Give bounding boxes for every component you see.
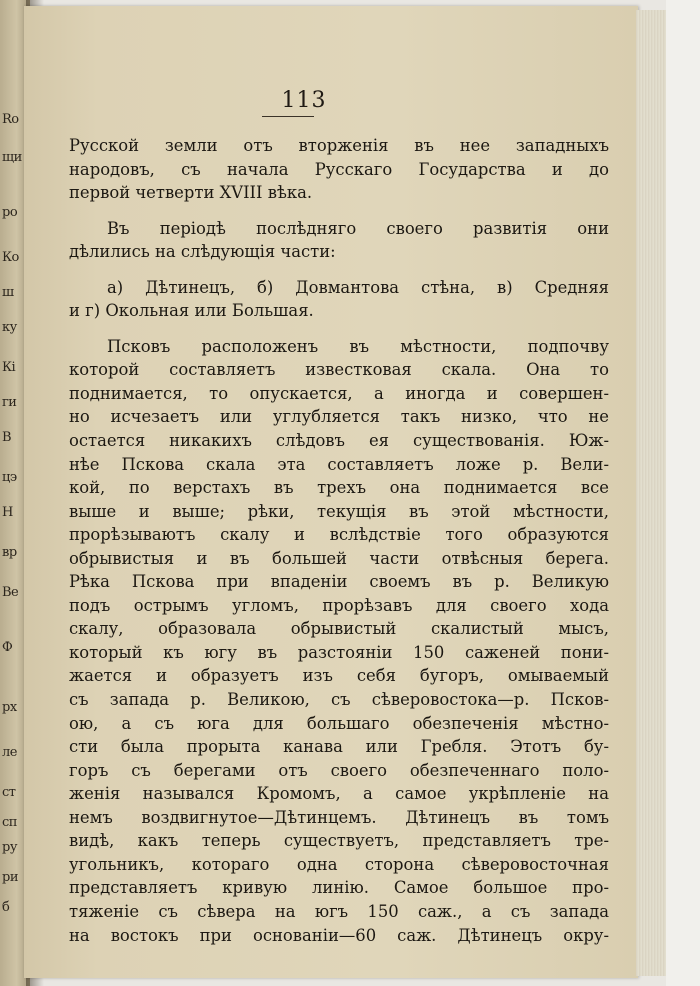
text-line: немъ воздвигнутое—Дѣтинцемъ. Дѣтинецъ въ томъ bbox=[69, 807, 609, 827]
page-edges-stack bbox=[636, 10, 667, 976]
left-page-text-fragment: рх bbox=[2, 700, 17, 715]
left-page-text-fragment: ст bbox=[2, 785, 16, 800]
text-line: представляетъ кривую линію. Самое большое про- bbox=[69, 878, 609, 898]
text-line: дѣлились на слѣдующія части: bbox=[69, 242, 336, 262]
text-line: ою, а съ юга для большаго обезпеченія мѣстно- bbox=[69, 713, 609, 733]
page-number-underline bbox=[262, 116, 314, 117]
left-page-text-fragment: Кі bbox=[2, 360, 16, 375]
text-line: Псковъ расположенъ въ мѣстности, подпочву bbox=[107, 336, 609, 356]
text-line: Русской земли отъ вторженія въ нее западныхъ bbox=[69, 136, 609, 155]
text-line: но исчезаетъ или углубляется такъ низко, что не bbox=[69, 407, 609, 427]
left-page-text-fragment: ро bbox=[2, 205, 18, 220]
left-page-text-fragment: ку bbox=[2, 320, 17, 335]
text-line: съ запада р. Великою, съ сѣверовостока—р. Псков- bbox=[69, 690, 609, 710]
page-body-text bbox=[69, 134, 609, 947]
text-line: выше и выше; рѣки, текущія въ этой мѣстности, bbox=[69, 501, 609, 521]
left-page-text-fragment: В bbox=[2, 430, 12, 445]
text-line: обрывистыя и въ большей части отвѣсныя берега. bbox=[69, 548, 609, 568]
background-surface bbox=[666, 0, 700, 986]
text-line: остается никакихъ слѣдовъ ея существованія. Юж- bbox=[69, 431, 609, 451]
left-page-text-fragment: ле bbox=[2, 745, 17, 760]
left-page-text-fragment: вр bbox=[2, 545, 17, 560]
text-line: угольникъ, котораго одна сторона сѣверовосточная bbox=[69, 854, 609, 874]
text-line: скалу, образовала обрывистый скалистый мысъ, bbox=[69, 619, 609, 639]
left-page-text-fragment: Ве bbox=[2, 585, 19, 600]
left-page-text-fragment: ри bbox=[2, 870, 18, 885]
left-page-text-fragment: б bbox=[2, 900, 10, 915]
left-page-text-fragment: Ф bbox=[2, 640, 13, 655]
text-line: видѣ, какъ теперь существуетъ, представляетъ тре- bbox=[69, 831, 609, 851]
left-page-text-fragment: ги bbox=[2, 395, 17, 410]
left-page-text-fragment: щи bbox=[2, 150, 22, 165]
text-line: подъ острымъ угломъ, прорѣзавъ для своего хода bbox=[69, 595, 609, 615]
text-line: тяженіе съ сѣвера на югъ 150 саж., а съ запада bbox=[69, 901, 609, 921]
left-page-text-fragment: цэ bbox=[2, 470, 17, 485]
text-line: поднимается, то опускается, а иногда и совершен- bbox=[69, 383, 609, 403]
text-line: Въ періодѣ послѣдняго своего развитія они bbox=[107, 218, 609, 238]
text-line: народовъ, съ начала Русскаго Государства и до bbox=[69, 159, 609, 179]
book-page bbox=[24, 6, 638, 978]
text-line: кой, по верстахъ въ трехъ она поднимается все bbox=[69, 478, 609, 498]
text-line: а) Дѣтинецъ, б) Довмантова стѣна, в) Средняя bbox=[107, 277, 609, 297]
text-line: первой четверти XVIII вѣка. bbox=[69, 183, 313, 203]
text-line: горъ съ берегами отъ своего обезпеченнаго поло- bbox=[69, 760, 609, 780]
left-page-text-fragment: Ro bbox=[2, 112, 19, 127]
left-page-text-fragment: Ко bbox=[2, 250, 19, 265]
left-page-text-fragment: сп bbox=[2, 815, 17, 830]
text-line: нѣе Пскова скала эта составляетъ ложе р. Вели- bbox=[69, 454, 609, 474]
text-line: сти была прорыта канава или Гребля. Этотъ бу- bbox=[69, 737, 609, 757]
text-line: на востокъ при основаніи—60 саж. Дѣтинецъ окру- bbox=[69, 925, 609, 945]
text-line: жается и образуетъ изъ себя бугоръ, омываемый bbox=[69, 666, 609, 686]
text-line: и г) Окольная или Большая. bbox=[69, 301, 314, 321]
text-line: которой составляетъ известковая скала. Она то bbox=[69, 360, 609, 380]
page-number: 113 bbox=[281, 88, 327, 113]
text-line: Рѣка Пскова при впаденіи своемъ въ р. Великую bbox=[69, 572, 609, 592]
text-line: женія назывался Кромомъ, а самое укрѣпленіе на bbox=[69, 784, 609, 804]
left-page-text-fragment: ш bbox=[2, 285, 14, 300]
text-line: который къ югу въ разстояніи 150 саженей пони- bbox=[69, 642, 609, 662]
left-page-text-fragment: Н bbox=[2, 505, 13, 520]
left-page-text-fragment: ру bbox=[2, 840, 17, 855]
text-line: прорѣзываютъ скалу и вслѣдствіе того образуются bbox=[69, 525, 609, 545]
